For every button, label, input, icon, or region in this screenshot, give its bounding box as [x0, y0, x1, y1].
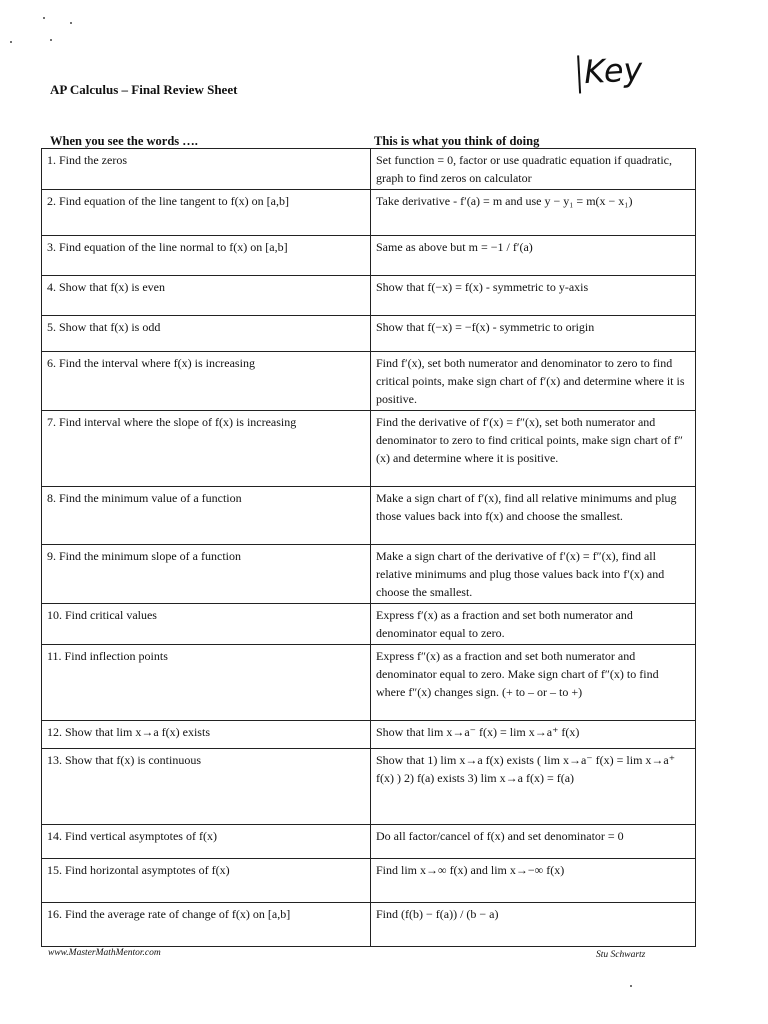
- scan-speck: [70, 22, 72, 24]
- table-row: [42, 236, 696, 276]
- action-cell: Find lim x→∞ f(x) and lim x→−∞ f(x): [371, 859, 696, 903]
- table-row: [42, 545, 696, 604]
- table-row: [42, 825, 696, 859]
- scan-speck: [10, 41, 12, 43]
- prompt-cell: 11. Find inflection points: [42, 645, 371, 721]
- table-row: [42, 721, 696, 749]
- table-row: [42, 487, 696, 545]
- prompt-cell: 16. Find the average rate of change of f(x) on [a,b]: [42, 903, 371, 947]
- table-row: [42, 645, 696, 721]
- table-row: [42, 859, 696, 903]
- table-row: [42, 352, 696, 411]
- scan-speck: [50, 39, 52, 41]
- action-cell: Show that lim x→a⁻ f(x) = lim x→a⁺ f(x): [371, 721, 696, 749]
- action-cell: Show that f(−x) = f(x) - symmetric to y-axis: [371, 276, 696, 316]
- table-row: [42, 149, 696, 190]
- key-stamp: [577, 46, 675, 97]
- prompt-cell: 1. Find the zeros: [42, 149, 371, 190]
- prompt-cell: 3. Find equation of the line normal to f(x) on [a,b]: [42, 236, 371, 276]
- prompt-cell: 13. Show that f(x) is continuous: [42, 749, 371, 825]
- prompt-cell: 7. Find interval where the slope of f(x) is increasing: [42, 411, 371, 487]
- table-row: [42, 604, 696, 645]
- column-header-prompt: When you see the words ….: [50, 134, 198, 148]
- prompt-cell: 6. Find the interval where f(x) is increasing: [42, 352, 371, 411]
- action-cell: Express f″(x) as a fraction and set both numerator and denominator equal to zero. Make sign chart of f″(x) to find where f″(x) changes sign. (+ to – or – to +): [371, 645, 696, 721]
- action-cell: Find the derivative of f′(x) = f″(x), set both numerator and denominator to zero to find critical points, make sign chart of f″(x) and determine where it is positive.: [371, 411, 696, 487]
- action-cell: Make a sign chart of the derivative of f′(x) = f″(x), find all relative minimums and plug those values back into f′(x) and choose the smallest.: [371, 545, 696, 604]
- prompt-cell: 15. Find horizontal asymptotes of f(x): [42, 859, 371, 903]
- action-cell: Find f′(x), set both numerator and denominator to zero to find critical points, make sign chart of f′(x) and determine where it is positive.: [371, 352, 696, 411]
- table-row: [42, 411, 696, 487]
- scan-speck: [630, 985, 632, 987]
- prompt-cell: 2. Find equation of the line tangent to f(x) on [a,b]: [42, 190, 371, 236]
- table-row: [42, 190, 696, 236]
- prompt-cell: 9. Find the minimum slope of a function: [42, 545, 371, 604]
- table-row: [42, 276, 696, 316]
- prompt-cell: 10. Find critical values: [42, 604, 371, 645]
- bracket-mark: [577, 55, 581, 93]
- action-cell: Do all factor/cancel of f(x) and set denominator = 0: [371, 825, 696, 859]
- action-cell: Show that 1) lim x→a f(x) exists ( lim x→a⁻ f(x) = lim x→a⁺ f(x) ) 2) f(a) exists 3) lim x→a f(x) = f(a): [371, 749, 696, 825]
- action-cell: Show that f(−x) = −f(x) - symmetric to origin: [371, 316, 696, 352]
- action-cell: Take derivative - f′(a) = m and use y − y₁ = m(x − x₁): [371, 190, 696, 236]
- table-row: [42, 749, 696, 825]
- action-cell: Find (f(b) − f(a)) / (b − a): [371, 903, 696, 947]
- key-stamp-text: Key: [583, 50, 644, 92]
- table-row: [42, 316, 696, 352]
- page-title: AP Calculus – Final Review Sheet: [50, 82, 238, 97]
- action-cell: Express f′(x) as a fraction and set both numerator and denominator equal to zero.: [371, 604, 696, 645]
- table-row: [42, 903, 696, 947]
- action-cell: Set function = 0, factor or use quadratic equation if quadratic, graph to find zeros on calculator: [371, 149, 696, 190]
- column-header-action: This is what you think of doing: [374, 134, 540, 148]
- prompt-cell: 5. Show that f(x) is odd: [42, 316, 371, 352]
- action-cell: Same as above but m = −1 / f′(a): [371, 236, 696, 276]
- prompt-cell: 12. Show that lim x→a f(x) exists: [42, 721, 371, 749]
- prompt-cell: 4. Show that f(x) is even: [42, 276, 371, 316]
- action-cell: Make a sign chart of f′(x), find all relative minimums and plug those values back into f(x) and choose the smallest.: [371, 487, 696, 545]
- scan-speck: [43, 17, 45, 19]
- prompt-cell: 14. Find vertical asymptotes of f(x): [42, 825, 371, 859]
- prompt-cell: 8. Find the minimum value of a function: [42, 487, 371, 545]
- footer-author: Stu Schwartz: [596, 950, 646, 960]
- footer-website: www.MasterMathMentor.com: [48, 948, 161, 958]
- review-table: [41, 148, 696, 947]
